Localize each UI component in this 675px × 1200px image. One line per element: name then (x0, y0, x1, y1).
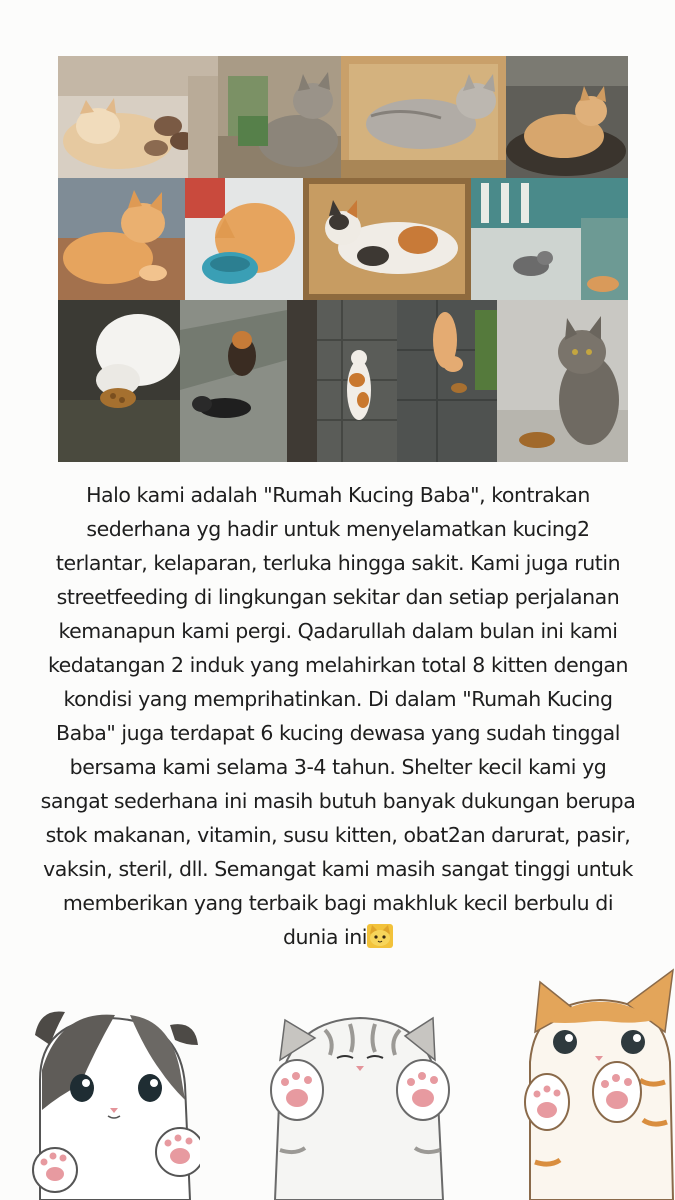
tabby-cat-illustration (255, 1000, 460, 1200)
shelter-description (40, 478, 636, 954)
photo-black-cat-on-pavement (180, 300, 287, 462)
photo-tabby-cat-sitting (497, 300, 628, 462)
photo-collage (58, 56, 628, 462)
photo-calico-cat-in-box (303, 178, 471, 300)
photo-white-orange-cat-on-bricks (287, 300, 397, 462)
photo-white-cat-eating-outdoors (58, 300, 180, 462)
gray-cat-illustration (20, 990, 200, 1200)
photo-orange-cat-eating-on-path (397, 300, 497, 462)
photo-orange-cat-sleeping (58, 178, 185, 300)
photo-orange-cat-eating-bowl (185, 178, 303, 300)
photo-nursing-mother-cat-kittens (58, 56, 218, 178)
photo-gray-cat-in-cardboard-box (341, 56, 506, 178)
photo-tabby-cat-with-kittens (218, 56, 341, 178)
orange-cat-illustration (515, 962, 675, 1200)
cat-face-emoji-icon (367, 924, 393, 948)
photo-gray-kitten-on-porch (471, 178, 628, 300)
shelter-description-text: Halo kami adalah "Rumah Kucing Baba", kontrakan sederhana yg hadir untuk menyelamatkan kucing2 terlantar, kelaparan, terluka hingga sakit. Kami juga rutin streetfeeding di lingkungan sekitar dan setiap perjalanan kemanapun kami pergi. Qadarullah dalam bulan ini kami kedatangan 2 induk yang melahirkan total 8 kitten dengan kondisi yang memprihatinkan. Di dalam "Rumah Kucing Baba" juga terdapat 6 kucing dewasa yang sudah tinggal bersama kami selama 3-4 tahun. Shelter kecil kami yg sangat sederhana ini masih butuh banyak dukungan berupa stok makanan, vitamin, susu kitten, obat2an darurat, pasir, vaksin, steril, dll. Semangat kami masih sangat tinggi untuk memberikan yang terbaik bagi makhluk kecil berbulu di dunia ini (40, 483, 636, 949)
photo-orange-cat-in-basket (506, 56, 628, 178)
